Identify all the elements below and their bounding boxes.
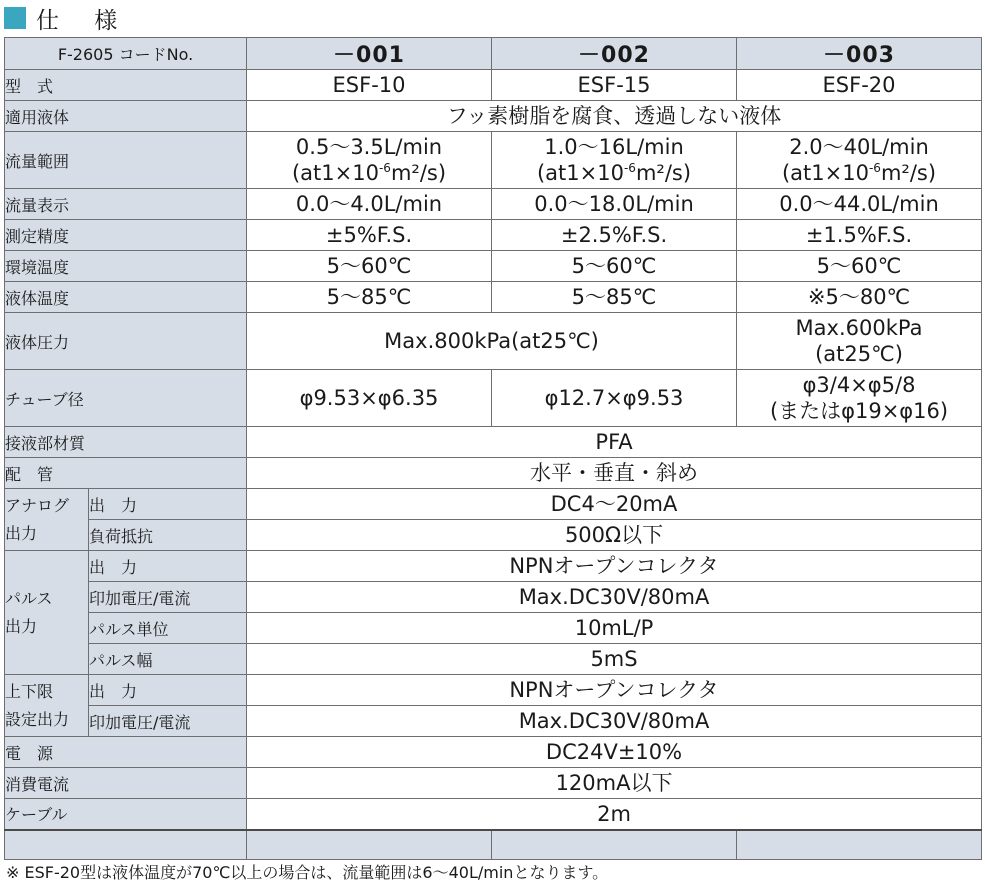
flow-display-row [5,189,982,220]
limit-output-label: 出 力 [89,675,247,706]
analog-group-line2: 出力 [5,523,38,543]
pulse-width-value: 5mS [247,644,982,675]
flow-range-unit-exp: -6 [868,161,881,175]
flow-display-label: 流量表示 [5,189,247,220]
flow-range-unit-post: m²/s) [880,161,937,185]
flow-range-002-line2 [492,160,736,186]
material-label: 接液部材質 [5,427,247,458]
power-row [5,737,982,768]
section-title [4,2,131,34]
tube-002: φ12.7×φ9.53 [492,370,737,427]
material-row [5,427,982,458]
code-002-header: －002 [492,38,737,70]
code-001-header: －001 [247,38,492,70]
table-header-row [5,38,982,70]
ambient-temp-row [5,251,982,282]
spec-table [4,37,982,860]
fluid-temp-002: 5～85℃ [492,282,737,313]
flow-display-002: 0.0～18.0L/min [492,189,737,220]
pressure-row [5,313,982,370]
pulse-output-row [5,551,982,582]
current-value: 120mA以下 [247,768,982,799]
limit-output-row [5,675,982,706]
model-003: ESF-20 [737,70,982,101]
accuracy-label: 測定精度 [5,220,247,251]
limit-voltage-label: 印加電圧/電流 [89,706,247,737]
ambient-temp-002: 5～60℃ [492,251,737,282]
flow-range-002 [492,132,737,189]
piping-row [5,458,982,489]
flow-range-unit-post: m²/s) [635,161,692,185]
fluid-temp-row [5,282,982,313]
accuracy-002: ±2.5%F.S. [492,220,737,251]
flow-display-001: 0.0～4.0L/min [247,189,492,220]
power-value: DC24V±10% [247,737,982,768]
flow-range-unit-exp: -6 [378,161,391,175]
pulse-group-label [5,551,89,675]
flow-range-003-line2 [737,160,981,186]
pulse-unit-row [5,613,982,644]
analog-load-label: 負荷抵抗 [89,520,247,551]
limit-group-label [5,675,89,737]
ambient-temp-003: 5～60℃ [737,251,982,282]
analog-load-row [5,520,982,551]
pressure-003-line2: (at25℃) [815,342,903,366]
flow-range-unit-pre: (at1×10 [291,161,379,185]
flow-display-003: 0.0～44.0L/min [737,189,982,220]
limit-group-line2: 設定出力 [5,709,70,729]
flow-range-002-line1: 1.0～16L/min [544,135,684,159]
pulse-group-line1: パルス [5,588,53,608]
piping-label: 配 管 [5,458,247,489]
pressure-003-line1: Max.600kPa [795,316,923,340]
flow-range-unit-pre: (at1×10 [536,161,624,185]
pulse-voltage-label: 印加電圧/電流 [89,582,247,613]
pulse-group-line2: 出力 [5,616,38,636]
limit-voltage-row [5,706,982,737]
model-002: ESF-15 [492,70,737,101]
ambient-temp-label: 環境温度 [5,251,247,282]
accuracy-row [5,220,982,251]
model-001: ESF-10 [247,70,492,101]
blank-cell [737,830,982,860]
limit-output-value: NPNオープンコレクタ [247,675,982,706]
model-label: 型 式 [5,70,247,101]
code-003-header: －003 [737,38,982,70]
flow-range-unit-exp: -6 [623,161,636,175]
fluid-row [5,101,982,132]
accuracy-003: ±1.5%F.S. [737,220,982,251]
flow-range-003-line1: 2.0～40L/min [789,135,929,159]
pulse-voltage-row [5,582,982,613]
fluid-label: 適用液体 [5,101,247,132]
analog-output-value: DC4～20mA [247,489,982,520]
blank-row [5,830,982,860]
analog-group-label [5,489,89,551]
analog-output-label: 出 力 [89,489,247,520]
blank-cell [247,830,492,860]
flow-range-001-line2 [247,160,491,186]
current-row [5,768,982,799]
current-label: 消費電流 [5,768,247,799]
footnote: ※ ESF-20型は液体温度が70℃以上の場合は、流量範囲は6～40L/minとなります。 [6,863,609,882]
tube-row [5,370,982,427]
pulse-output-value: NPNオープンコレクタ [247,551,982,582]
fluid-temp-003: ※5～80℃ [737,282,982,313]
power-label: 電 源 [5,737,247,768]
code-header-label: F-2605 コードNo. [5,38,247,70]
tube-label: チューブ径 [5,370,247,427]
flow-range-label: 流量範囲 [5,132,247,189]
limit-group-line1: 上下限 [5,681,54,701]
pulse-voltage-value: Max.DC30V/80mA [247,582,982,613]
ambient-temp-001: 5～60℃ [247,251,492,282]
accuracy-001: ±5%F.S. [247,220,492,251]
fluid-value: フッ素樹脂を腐食、透過しない液体 [247,101,982,132]
limit-voltage-value: Max.DC30V/80mA [247,706,982,737]
flow-range-001 [247,132,492,189]
blank-cell [5,830,247,860]
analog-group-line1: アナログ [5,495,70,515]
pulse-unit-value: 10mL/P [247,613,982,644]
tube-003 [737,370,982,427]
flow-range-unit-pre: (at1×10 [781,161,869,185]
material-value: PFA [247,427,982,458]
piping-value: 水平・垂直・斜め [247,458,982,489]
pressure-001-002: Max.800kPa(at25℃) [247,313,737,370]
flow-range-001-line1: 0.5～3.5L/min [295,135,443,159]
model-row [5,70,982,101]
tube-001: φ9.53×φ6.35 [247,370,492,427]
blank-cell [492,830,737,860]
cable-value: 2m [247,799,982,830]
analog-load-value: 500Ω以下 [247,520,982,551]
tube-003-line2: (またはφ19×φ16) [769,399,949,423]
section-marker-icon [4,7,26,29]
pulse-output-label: 出 力 [89,551,247,582]
fluid-temp-label: 液体温度 [5,282,247,313]
pulse-unit-label: パルス単位 [89,613,247,644]
flow-range-unit-post: m²/s) [390,161,447,185]
cable-row [5,799,982,830]
pulse-width-row [5,644,982,675]
tube-003-line1: φ3/4×φ5/8 [802,373,916,397]
pressure-label: 液体圧力 [5,313,247,370]
pulse-width-label: パルス幅 [89,644,247,675]
pressure-003 [737,313,982,370]
analog-output-row [5,489,982,520]
cable-label: ケーブル [5,799,247,830]
fluid-temp-001: 5～85℃ [247,282,492,313]
flow-range-003 [737,132,982,189]
section-title-text: 仕 様 [36,7,132,34]
flow-range-row [5,132,982,189]
